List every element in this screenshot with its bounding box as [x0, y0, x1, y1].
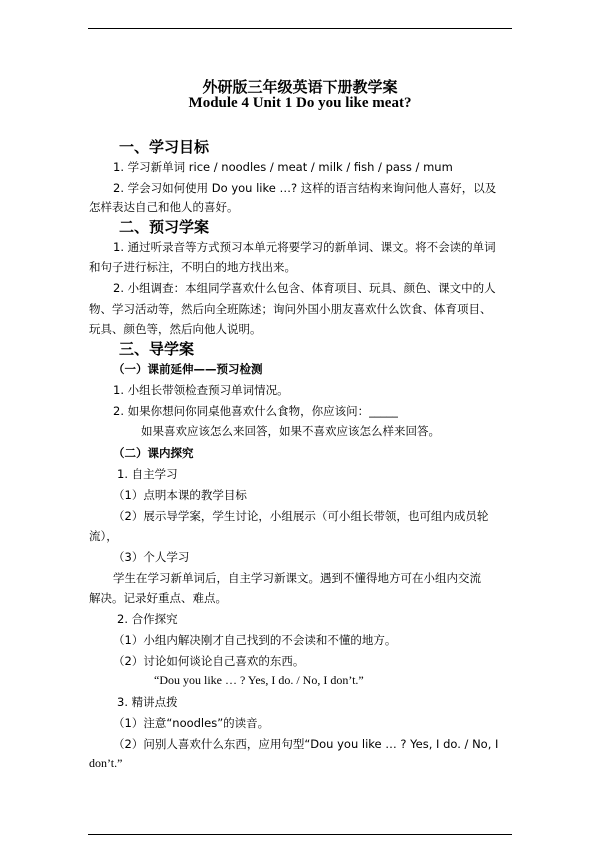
step-3-item-a: （1）注意“noodles”的读音。	[113, 716, 270, 730]
section-heading-objectives: 一、学习目标	[119, 138, 210, 156]
objective-item-2-line-1: 2. 学会习如何使用 Do you like …? 这样的语言结构来询问他人喜好，以及	[113, 181, 497, 195]
pre-class-item-2: 2. 如果你想问你同桌他喜欢什么食物，你应该问：_____	[113, 404, 398, 418]
step-3-item-b-line-2: don’t.”	[89, 756, 123, 770]
preview-item-2-line-1: 2. 小组调查：本组同学喜欢什么包含、体育项目、玩具、颜色、课文中的人	[113, 281, 496, 295]
step-1-item-a: （1）点明本课的教学目标	[113, 488, 247, 502]
section-heading-preview: 二、预习学案	[119, 218, 210, 236]
step-3-item-b-line-1: （2）问别人喜欢什么东西，应用句型“Dou you like … ? Yes, I do. / No, I	[113, 737, 499, 751]
document-title-english: Module 4 Unit 1 Do you like meat?	[188, 95, 412, 111]
step-1-item-b-line-1: （2）展示导学案，学生讨论，小组展示（可小组长带领，也可组内成员轮	[113, 509, 489, 523]
step-2-heading: 2. 合作探究	[117, 612, 178, 626]
preview-item-2-line-2: 物、学习活动等，然后向全班陈述；询问外国小朋友喜欢什么饮食、体育项目、	[89, 302, 492, 316]
section-heading-guide: 三、导学案	[119, 340, 195, 358]
step-1-heading: 1. 自主学习	[117, 467, 178, 481]
subheading-in-class: （二）课内探究	[113, 446, 194, 460]
step-1-item-c: （3）个人学习	[113, 550, 190, 564]
top-rule	[88, 28, 512, 29]
preview-item-2-line-3: 玩具、颜色等，然后向他人说明。	[89, 322, 262, 336]
document-title-chinese: 外研版三年级英语下册教学案	[202, 78, 398, 96]
step-2-example-sentence: “Dou you like … ? Yes, I do. / No, I don’t.”	[154, 673, 364, 687]
objective-item-2-line-2: 怎样表达自己和他人的喜好。	[89, 200, 239, 214]
step-2-item-b: （2）讨论如何谈论自己喜欢的东西。	[113, 654, 305, 668]
objective-item-1: 1. 学习新单词 rice / noodles / meat / milk / fish / pass / mum	[113, 160, 453, 174]
pre-class-item-1: 1. 小组长带领检查预习单词情况。	[113, 383, 289, 397]
pre-class-item-2-continued: 如果喜欢应该怎么来回答，如果不喜欢应该怎么样来回答。	[141, 424, 440, 438]
step-1-item-b-line-2: 流），	[89, 529, 118, 543]
step-3-heading: 3. 精讲点拨	[117, 695, 178, 709]
preview-item-1-line-2: 和句子进行标注，不明白的地方找出来。	[89, 260, 296, 274]
step-1-item-c-line-2: 解决。记录好重点、难点。	[89, 591, 227, 605]
step-1-item-c-line-1: 学生在学习新单词后，自主学习新课文。遇到不懂得地方可在小组内交流	[113, 571, 481, 585]
bottom-rule	[88, 834, 512, 835]
step-2-item-a: （1）小组内解决刚才自己找到的不会读和不懂的地方。	[113, 633, 397, 647]
subheading-pre-class: （一）课前延伸——预习检测	[113, 362, 263, 376]
preview-item-1-line-1: 1. 通过听录音等方式预习本单元将要学习的新单词、课文。将不会读的单词	[113, 240, 496, 254]
